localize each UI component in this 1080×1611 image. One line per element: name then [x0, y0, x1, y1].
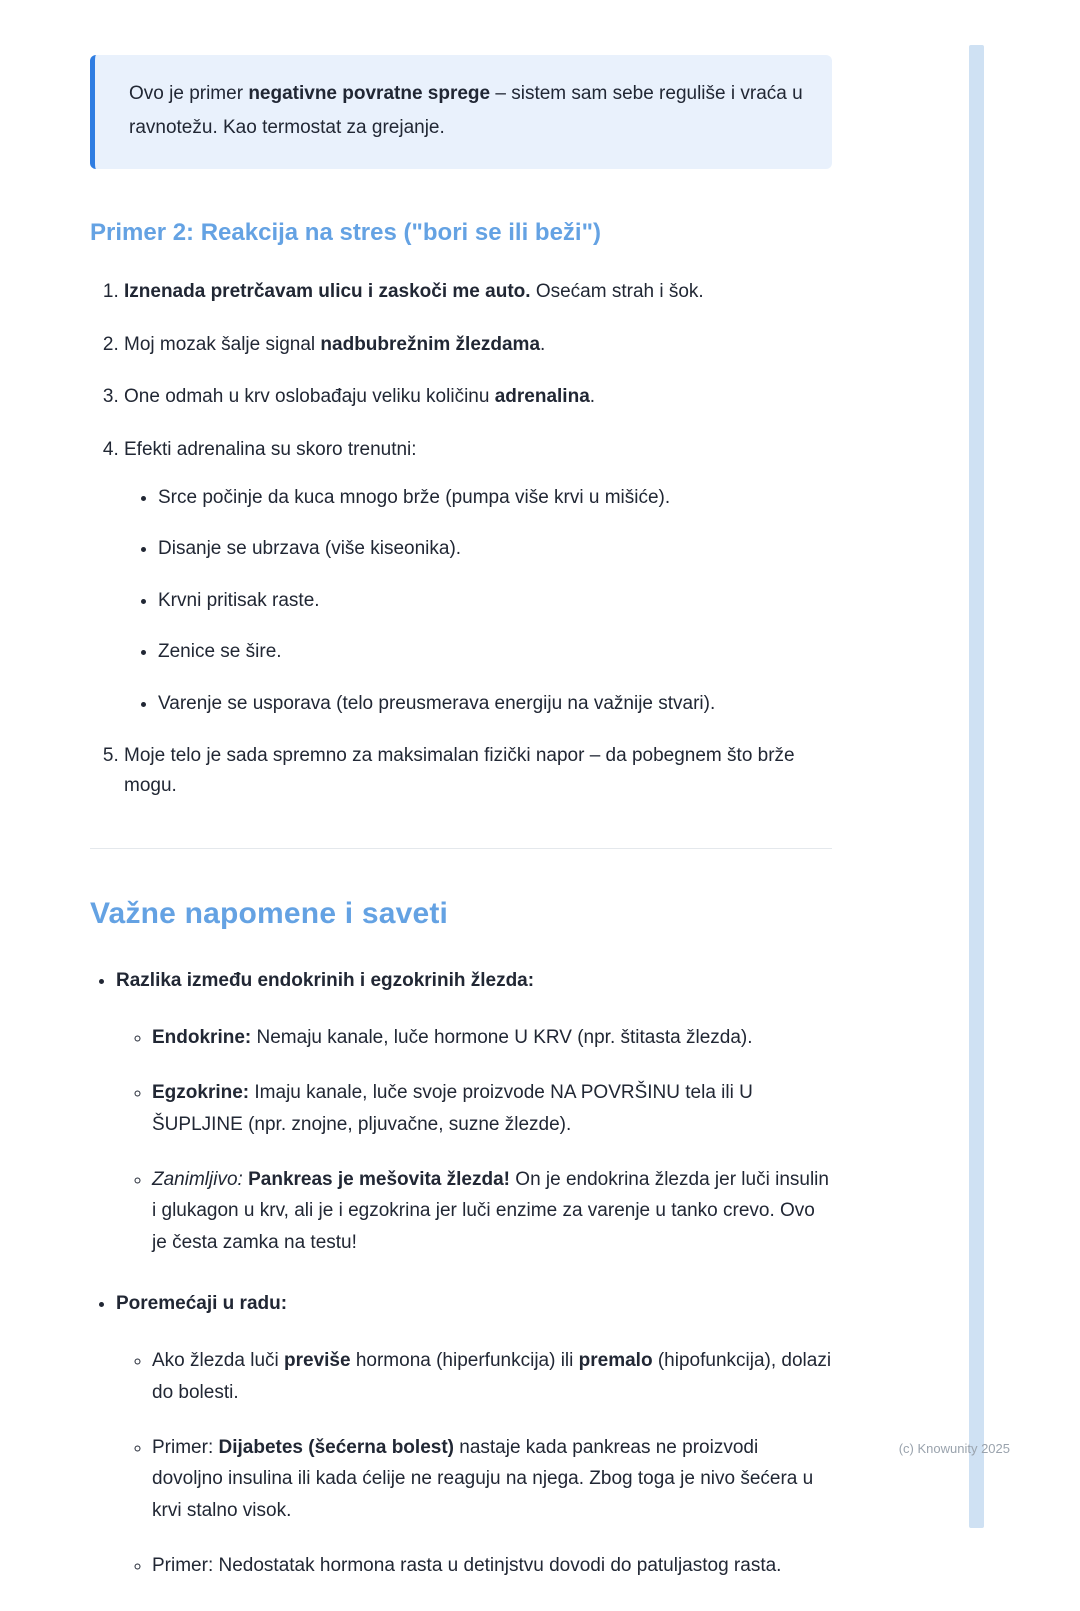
note-sublist	[116, 1345, 832, 1581]
text-segment: On je endokrina žlezda jer luči insulin i glukagon u krv, ali je i egzokrina jer luči enzime za varenje u tanko crevo. Ovo je česta zamka na testu!	[152, 1169, 829, 1253]
effect-item	[158, 689, 832, 719]
watermark: (c) Knowunity 2025	[898, 1441, 1010, 1456]
section-title-stress: Primer 2: Reakcija na stres ("bori se ili beži")	[90, 219, 601, 247]
text-segment: Pankreas je mešovita žlezda!	[248, 1169, 511, 1191]
note-item	[116, 965, 832, 1258]
stress-step	[124, 330, 832, 360]
step-text	[124, 435, 832, 465]
note-item	[116, 1288, 832, 1581]
effect-item	[158, 586, 832, 616]
stress-steps-list	[90, 277, 832, 801]
text-segment: Egzokrine:	[152, 1082, 250, 1104]
text-segment: Moj mozak šalje signal	[124, 333, 321, 355]
notes-list	[90, 965, 832, 1582]
text-segment: Ovo je primer	[129, 83, 249, 104]
note-text	[116, 1288, 832, 1319]
text-segment: .	[589, 386, 596, 408]
effect-item	[158, 637, 832, 667]
section-divider	[90, 848, 832, 849]
text-segment: negativne povratne sprege	[248, 83, 491, 104]
text-segment: Zanimljivo:	[152, 1169, 243, 1191]
text-segment: – sistem sam sebe reguliše i vraća u ravnotežu. Kao termostat za grejanje.	[129, 83, 803, 139]
stress-step	[124, 435, 832, 719]
text-segment: Poremećaji u radu:	[116, 1293, 288, 1315]
adrenaline-effects-list	[124, 483, 832, 719]
note-subitem	[152, 1550, 832, 1581]
text-segment: Nemaju kanale, luče hormone U KRV (npr. štitasta žlezda).	[251, 1027, 753, 1049]
text-segment: Efekti adrenalina su skoro trenutni:	[124, 438, 417, 460]
stress-step	[124, 741, 832, 802]
step-text	[124, 741, 832, 802]
text-segment: Zenice se šire.	[158, 641, 282, 663]
note-subitem	[152, 1164, 832, 1258]
text-segment: nadbubrežnim žlezdama	[320, 333, 541, 355]
section-title-notes: Važne napomene i saveti	[90, 896, 449, 930]
text-segment: One odmah u krv oslobađaju veliku količinu	[124, 386, 495, 408]
text-segment: Disanje se ubrzava (više kiseonika).	[158, 538, 462, 560]
text-segment: Endokrine:	[152, 1027, 252, 1049]
step-text	[124, 330, 832, 360]
note-subitem	[152, 1345, 832, 1408]
callout-text	[129, 77, 804, 145]
text-segment: adrenalina	[494, 386, 590, 408]
text-segment: Krvni pritisak raste.	[158, 589, 320, 611]
effect-item	[158, 534, 832, 564]
text-segment: hormona (hiperfunkcija) ili	[350, 1350, 579, 1372]
note-sublist	[116, 1022, 832, 1258]
text-segment: Razlika između endokrinih i egzokrinih žlezda:	[116, 969, 535, 991]
text-segment: Ako žlezda luči	[152, 1350, 285, 1372]
step-text	[124, 382, 832, 412]
stress-step	[124, 382, 832, 412]
page-scrollbar[interactable]	[969, 45, 984, 1528]
text-segment: Srce počinje da kuca mnogo brže (pumpa više krvi u mišiće).	[158, 486, 671, 508]
text-segment: Imaju kanale, luče svoje proizvode NA POVRŠINU tela ili U ŠUPLJINE (npr. znojne, pljuvačne, suzne žlezde).	[152, 1082, 753, 1135]
note-text	[116, 965, 832, 996]
effect-item	[158, 483, 832, 513]
text-segment: Dijabetes (šećerna bolest)	[218, 1437, 454, 1459]
note-subitem	[152, 1077, 832, 1140]
note-subitem	[152, 1022, 832, 1053]
text-segment: Moje telo je sada spremno za maksimalan fizički napor – da pobegnem što brže mogu.	[124, 744, 795, 797]
info-callout	[90, 55, 832, 169]
text-segment: previše	[284, 1350, 351, 1372]
document-content	[90, 55, 832, 1611]
text-segment: Osećam strah i šok.	[530, 281, 704, 303]
text-segment: (hipofunkcija), dolazi do bolesti.	[152, 1350, 832, 1403]
text-segment: Varenje se usporava (telo preusmerava energiju na važnije stvari).	[158, 692, 716, 714]
text-segment: .	[540, 333, 546, 355]
stress-step	[124, 277, 832, 307]
text-segment: Primer: Nedostatak hormona rasta u detinjstvu dovodi do patuljastog rasta.	[152, 1555, 782, 1577]
step-text	[124, 277, 832, 307]
text-segment: nastaje kada pankreas ne proizvodi dovoljno insulina ili kada ćelije ne reaguju na njega. Zbog toga je nivo šećera u krvi stalno visok.	[152, 1437, 814, 1521]
note-subitem	[152, 1432, 832, 1526]
text-segment: Primer:	[152, 1437, 219, 1459]
text-segment: Iznenada pretrčavam ulicu i zaskoči me auto.	[124, 281, 531, 303]
text-segment: premalo	[578, 1350, 653, 1372]
